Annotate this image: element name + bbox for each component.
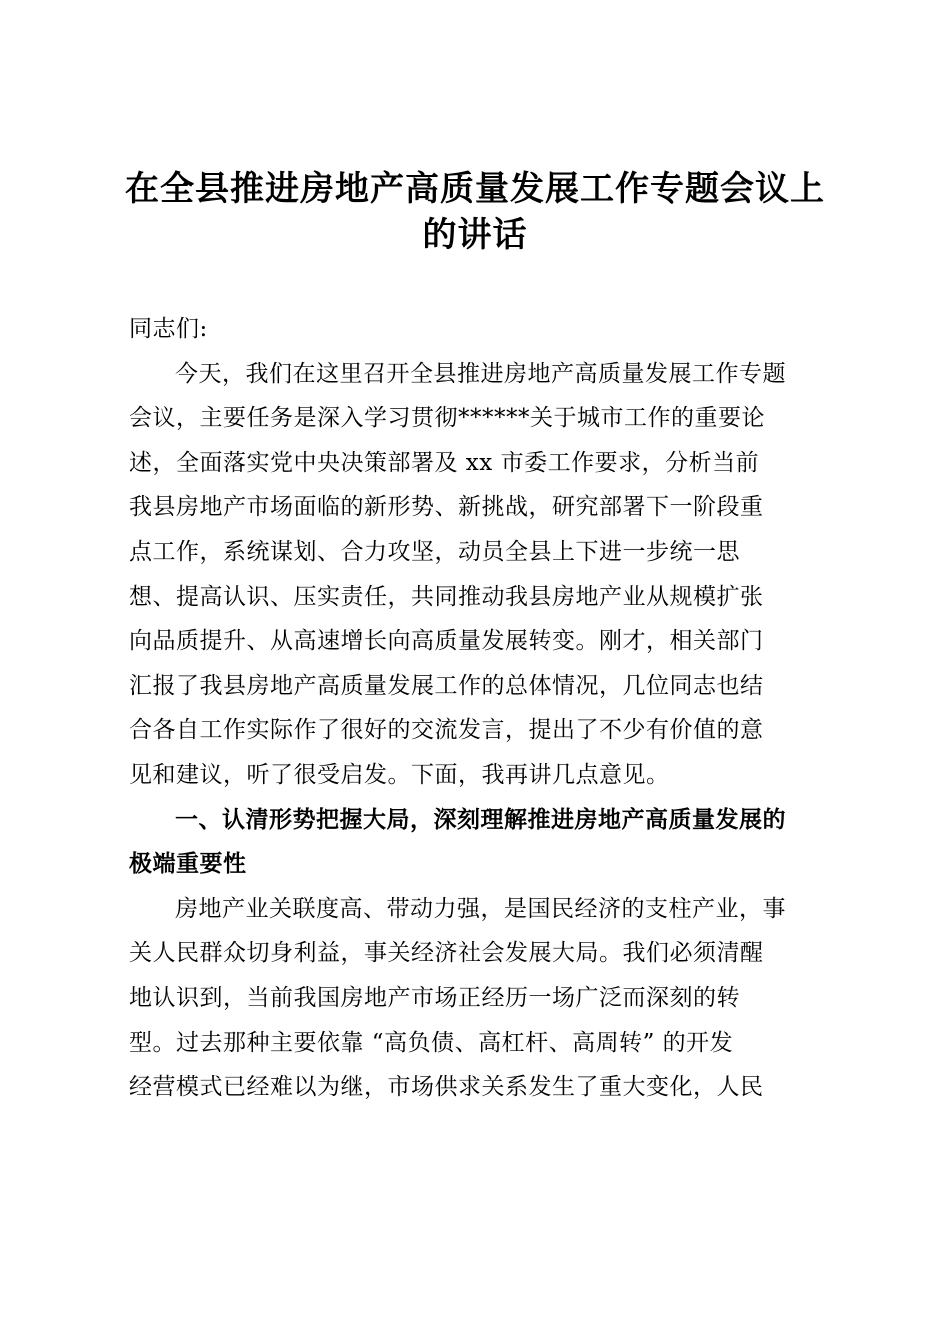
paragraph-line: 述，全面落实党中央决策部署及 xx 市委工作要求，分析当前: [129, 449, 760, 476]
paragraph-line: 我县房地产市场面临的新形势、新挑战，研究部署下一阶段重: [129, 494, 764, 521]
paragraph-line: 想、提高认识、压实责任，共同推动我县房地产业从规模扩张: [129, 583, 764, 610]
paragraph-line: 汇报了我县房地产高质量发展工作的总体情况，几位同志也结: [129, 672, 764, 699]
paragraph-line: 点工作，系统谋划、合力攻坚，动员全县上下进一步统一思: [129, 538, 740, 565]
paragraph-line: 房地产业关联度高、带动力强，是国民经济的支柱产业，事: [175, 895, 786, 922]
paragraph-line: 今天，我们在这里召开全县推进房地产高质量发展工作专题: [175, 360, 786, 387]
title-line: 的讲话: [422, 215, 528, 255]
document-body: [129, 307, 829, 1110]
title-line: 在全县推进房地产高质量发展工作专题会议上: [125, 169, 825, 209]
heading-line: 一、认清形势把握大局，深刻理解推进房地产高质量发展的: [175, 806, 786, 833]
paragraph-line: 向品质提升、从高速增长向高质量发展转变。刚才，相关部门: [129, 628, 764, 655]
heading-line: 极端重要性: [129, 851, 247, 878]
paragraph-section-1: [129, 887, 829, 1110]
document-title: [110, 166, 840, 258]
paragraph-line: 经营模式已经难以为继，市场供求关系发生了重大变化，人民: [129, 1074, 764, 1101]
paragraph-line: 地认识到，当前我国房地产市场正经历一场广泛而深刻的转: [129, 984, 740, 1011]
salutation: 同志们:: [129, 316, 208, 342]
paragraph-line: 会议，主要任务是深入学习贯彻******关于城市工作的重要论: [129, 405, 765, 432]
paragraph-line: 型。过去那种主要依靠 “高负债、高杠杆、高周转” 的开发: [129, 1029, 734, 1056]
paragraph-line: 见和建议，听了很受启发。下面，我再讲几点意见。: [129, 761, 670, 788]
paragraph-intro: [129, 352, 829, 798]
paragraph-line: 关人民群众切身利益，事关经济社会发展大局。我们必须清醒: [129, 940, 764, 967]
paragraph-line: 合各自工作实际作了很好的交流发言，提出了不少有价值的意: [129, 717, 764, 744]
section-heading-1: [129, 798, 829, 887]
